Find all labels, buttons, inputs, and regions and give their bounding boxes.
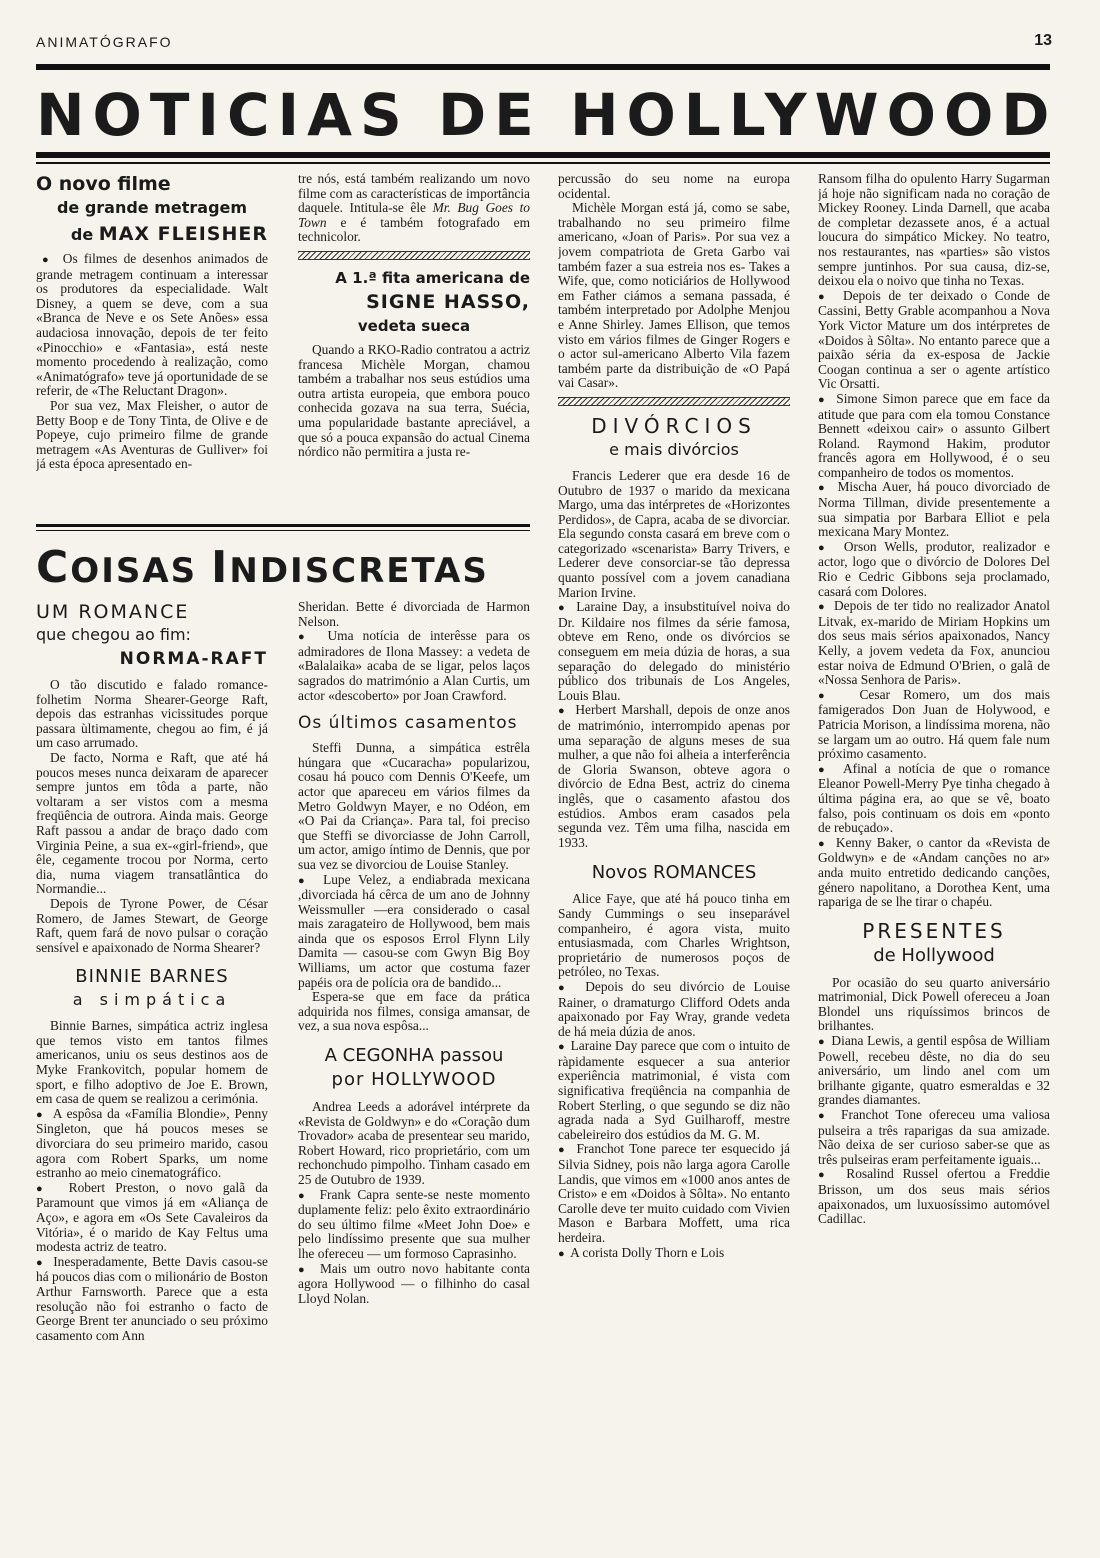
- fleisher-continued-end: e é também fotografado em technicolor.: [298, 214, 530, 245]
- banner-bottom-thin-rule: [36, 162, 1050, 164]
- section-divider: [558, 397, 790, 406]
- binnie-title-line2: a simpática: [72, 990, 232, 1010]
- divorcios-title-line2: e mais divórcios: [609, 439, 739, 459]
- title-letter: I: [210, 542, 230, 593]
- bullet-item: ● Depois do seu divórcio de Louise Rainer, o dramaturgo Clifford Odets anda apaixonado por Fay Wray, grande vedeta de há meia dúzia de anos.: [558, 980, 790, 1039]
- fleisher-title-line2: de grande metragem: [56, 198, 248, 217]
- bullet-item: ● Orson Wells, produtor, realizador e actor, logo que o divórcio de Dolores Del Rio e Cedric Gibbons seja proclamado, casará com Dolores.: [818, 540, 1050, 599]
- column-3: [558, 172, 790, 1488]
- bullet-item: ● Simone Simon parece que em face da atitude que para com ela tomou Constance Bennett «deixou cair» o assunto Gilbert Roland. Raymond Hakim, produtor francês agora em Hollywood, é o seu companheiro de todos os momentos.: [818, 392, 1050, 481]
- novos-romances-title: Novos ROMANCES: [591, 862, 757, 884]
- coisas-column-1: [36, 600, 268, 1488]
- banner-bottom-rule: [36, 152, 1050, 158]
- cegonha-title-line1: A CEGONHA passou: [324, 1045, 504, 1067]
- paragraph: Alice Faye, que até há pouco tinha em Sandy Cummings o seu inseparável companheiro, é agora vista, muito entusiasmada, com Charles Wrightson, proprietário de numerosos poços de petróleo, no Texas.: [558, 891, 790, 980]
- bullet-item: ● Kenny Baker, o cantor da «Revista de Goldwyn» e de «Andam canções no ar» anda muito entretido dedicando canções, género napolitano, a Dorothea Kent, uma rapariga de se lhe tirar o chapéu.: [818, 836, 1050, 910]
- ultimos-casamentos-title: Os últimos casamentos: [298, 713, 518, 734]
- paragraph: Espera-se que em face da prática adquirida nos filmes, consiga amansar, de vez, a sua nova espôsa...: [298, 989, 530, 1034]
- fleisher-article: [36, 172, 268, 516]
- bullet-item: ● Laraine Day, a insubstituível noiva do Dr. Kildaire nos filmes da série famosa, obteve em Reno, onde os divórcios se conseguem em meia dúzia de horas, a sua separação do delegado do ministério público dos tribunais de Los Angeles, Louis Blau.: [558, 600, 790, 703]
- paragraph: Francis Lederer que era desde 16 de Outubro de 1937 o marido da mexicana Margo, uma das intérpretes de «Horizontes Perdidos», de Capra, acaba de se divorciar. Ela segundo consta casará em breve com o categorizado «scenarista» Barry Trivers, e Lederer deve consorciar-se tão depressa quanto possível com a jovem canadiana Marion Irvine.: [558, 467, 790, 600]
- bullet-item: ● Inesperadamente, Bette Davis casou-se há poucos dias com o milionário de Boston Arthur Farnsworth. Parece que a esta resolução não foi estranho o facto de George Brent ter anunciado o seu próximo casamento com Ann: [36, 1255, 268, 1344]
- fleisher-title-name: MAX FLEISHER: [98, 223, 268, 245]
- romance-title-line3: NORMA-RAFT: [119, 649, 268, 669]
- column-4: [818, 172, 1050, 1488]
- bullet-item: ● Franchot Tone ofereceu uma valiosa pulseira a três raparigas da sua amizade. Não deixa de ser curioso saber-se que as três pulseiras eram perfeitamente iguais...: [818, 1108, 1050, 1167]
- paragraph: Por sua vez, Max Fleisher, o autor de Betty Boop e de Tony Tinta, de Olive e de Popeye, cujo primeiro filme de grande metragem «As Aventuras de Gulliver» foi já esta época apresentado en-: [36, 397, 268, 472]
- paragraph: De facto, Norma e Raft, que até há poucos meses nunca deixaram de aparecer sempre juntos em tôda a parte, não voltaram a ser vistos com a mesma freqüência de outrora. Ainda mais. George Raft passou a andar de braço dado com Virginia Peine, a sua ex-«girl-friend», que êle, cegamente trocou por Norma, certo dia, numa viagem transatlântica do Normandie...: [36, 749, 268, 897]
- bullet-item: ● Mischa Auer, há pouco divorciado de Norma Tillman, divide presentemente a sua simpatia por Barbara Elliot e pela mexicana Mary Montez.: [818, 480, 1050, 539]
- romance-title-line2: que chegou ao fim:: [36, 625, 191, 644]
- bullet-item: ● Herbert Marshall, depois de onze anos de matrimónio, interrompido apenas por uma separação de alguns meses de sua mulher, a que não foi alheia a interferência de Gloria Swanson, obteve agora o divórcio de Edna Best, actriz do cinema inglês, que o casamento afastou dos estúdios. Ambos eram casados pela segunda vez. Têm uma filha, nascida em 1933.: [558, 703, 790, 850]
- paragraph: Quando a RKO-Radio contratou a actriz francesa Michèle Morgan, chamou também a trabalhar nos seus estúdios uma outra artista europeia, que embora pouco conhecida gozava na sua terra, Suécia, uma popularidade bastante apreciável, a que só a pouca expansão do actual Cinema nórdico não permitira a justa re-: [298, 341, 530, 460]
- publication-name: ANIMATÓGRAFO: [36, 34, 173, 50]
- bullet-item: ● A corista Dolly Thorn e Lois: [558, 1246, 790, 1262]
- paragraph: O tão discutido e falado romance-folhetim Norma Shearer-George Raft, depois das estranhas vicissitudes porque passara ùltimamente, chegou ao fim, é já um caso arrumado.: [36, 677, 268, 751]
- divorcios-title-line1: DIVÓRCIOS: [591, 413, 757, 438]
- bullet-item: ● Diana Lewis, a gentil espôsa de William Powell, recebeu dêste, no dia do seu aniversário, um lindo anel com um brilhante gigante, quatro esmeraldas e 32 grandes diamantes.: [818, 1034, 1050, 1108]
- coisas-top-thin-rule: [36, 530, 530, 531]
- page-number: 13: [1034, 32, 1052, 49]
- paragraph: ● Os filmes de desenhos animados de grande metragem continuam a interessar os produtores da especialidade. Walt Disney, a quem se deve, com a sua «Branca de Neve e os Sete Anões» essa audaciosa innovação, depois de ter feito «Pinocchio» e «Fantasia», está neste momento procedendo à realização, como «Animatógrafo» teve já oportunidade de se referir, de «The Reluctant Dragon».: [36, 252, 268, 399]
- paragraph: Sheridan. Bette é divorciada de Harmon Nelson.: [298, 600, 530, 629]
- bullet-item: ● Afinal a notícia de que o romance Eleanor Powell-Merry Pye tinha chegado à última página era, ao que se vê, boato falso, pois continuam os dois em «ponto de rebuçado».: [818, 762, 1050, 836]
- hasso-title-line3: vedeta sueca: [357, 316, 471, 335]
- coisas-indiscretas-title: [36, 540, 530, 596]
- bullet-item: ● Uma notícia de interêsse para os admiradores de Ilona Massey: a vedeta de «Balalaika» acaba de se ligar, pelos laços sagrados do matrimónio a Alan Curtis, um actor «descoberto» por Joan Crawford.: [298, 629, 530, 703]
- paragraph: [298, 172, 530, 245]
- paragraph: Depois de Tyrone Power, de César Romero, de James Stewart, de George Raft, quem fará de novo pulsar o coração sensível e apaixonado de Norma Shearer?: [36, 895, 268, 955]
- bullet-item: ● Depois de ter deixado o Conde de Cassini, Betty Grable acompanhou a Nova York Victor Mature um dos intérpretes de «Doidos à Sôlta». No entanto parece que a paixão séria da ex-esposa de Jackie Coogan continua a ser o agente artístico Vic Orsatti.: [818, 289, 1050, 392]
- presentes-title-line1: PRESENTES: [862, 918, 1006, 943]
- bullet-item: ● A espôsa da «Família Blondie», Penny Singleton, que há poucos meses se divorciara do seu primeiro marido, casou agora com Robert Sparks, um nome estranho ao meio cinematográfico.: [36, 1107, 268, 1181]
- title-letter: C: [36, 542, 71, 593]
- banner-top-rule: [36, 64, 1050, 70]
- bullet-item: ● Cesar Romero, um dos mais famigerados Don Juan de Holywood, e Patricia Morison, a lindíssima morena, não se largam um ao outro. Há quem fale num próximo casamento.: [818, 688, 1050, 762]
- paragraph: percussão do seu nome na europa ocidental.: [558, 172, 790, 201]
- fleisher-title-de: de: [70, 225, 99, 244]
- fleisher-title-line3: [36, 220, 268, 250]
- fleisher-film-title: Mr. Bug Goes to Town: [298, 200, 530, 230]
- fleisher-title-line1: O novo filme: [36, 173, 171, 195]
- bullet-item: ● Depois de ter tido no realizador Anatol Litvak, ex-marido de Miriam Hopkins um dos seus mais sérios apaixonados, Nancy Kelly, a jovem vedeta da Fox, anunciou estar noiva de Edmund O'Brien, o galã de «Nossa Senhora de Paris».: [818, 599, 1050, 688]
- bullet-item: ● Robert Preston, o novo galã da Paramount que vimos já em «Aliança de Aço», e agora em «Os Sete Cavaleiros da Vitória», é o marido de Kay Feltus uma modesta actriz de teatro.: [36, 1181, 268, 1255]
- paragraph: Steffi Dunna, a simpática estrêla húngara que «Cucaracha» popularizou, cosau há pouco com Dennis O'Keefe, um actor que apareceu em vários filmes da Metro Goldwyn Mayer, e no Odéon, em «O Pai da Criança». Para tal, foi preciso que Steffi se divorciasse de John Carroll, um actor, amigo íntimo de Dennis, que por sua vez se divorciou de Louise Stanley.: [298, 740, 530, 872]
- coisas-top-rule: [36, 524, 530, 527]
- cegonha-title-line2: por HOLLYWOOD: [331, 1069, 497, 1091]
- bullet-item: ● Laraine Day parece que com o intuito de ràpidamente esquecer a sua anterior experiência matrimonial, é vista com significativa freqüência na companhia de Robert Sterling, o que segundo se diz não agrada nada a Syd Guilharoff, mestre cabeleireiro dos estúdios da M. G. M.: [558, 1039, 790, 1142]
- fleisher-continued: tre nós, está também realizando um novo filme com as características de importância daquele. Intitula-se êle: [298, 172, 530, 216]
- bullet-item: ● Lupe Velez, a endiabrada mexicana ,divorciada há cêrca de um ano de Johnny Weissmuller —era considerado o casal mais zaragateiro de Hollywood, bem mais ainda que os esposos Errol Flynn Lily Damita — casou-se com Gwyn Big Boy Williams, um actor que costuma fazer papéis ora de polícia ora de bandido...: [298, 873, 530, 991]
- hasso-article: [298, 172, 530, 516]
- bullet-item: ● Frank Capra sente-se neste momento duplamente feliz: pelo êxito extraordinário do seu último filme «Meet John Doe» e pelo lindíssimo presente que sua mulher lhe ofereceu — um formoso Caprasinho.: [298, 1188, 530, 1262]
- bullet-item: ● Franchot Tone parece ter esquecido já Silvia Sidney, pois não larga agora Carolle Landis, que vimos em «1000 anos antes de Cristo» e em «Doidos à Sôlta». No entanto Carolle deve ter muito cuidado com Vivien Mason e Barbara Moffett, uma rica herdeira.: [558, 1142, 790, 1245]
- coisas-column-2: [298, 600, 530, 1488]
- section-divider: [298, 251, 530, 260]
- binnie-title-line1: BINNIE BARNES: [75, 966, 229, 988]
- bullet-item: ● Mais um outro novo habitante conta agora Hollywood — o filhinho do casal Lloyd Nolan.: [298, 1262, 530, 1307]
- title-letters: NDISCRETAS: [229, 551, 489, 591]
- romance-title-line1: UM ROMANCE: [36, 601, 190, 623]
- title-letters: OISAS: [70, 551, 211, 591]
- page-banner: NOTICIAS DE HOLLYWOOD: [36, 81, 1058, 149]
- hasso-title-line1: A 1.ª fita americana de: [335, 268, 530, 287]
- paragraph: Andrea Leeds a adorável intérprete da «Revista de Goldwyn» e do «Coração dum Trovador» acaba de presentear seu marido, Robert Howard, rico proprietário, com um rechonchudo pimpolho. Tinham casado em 25 de Outubro de 1939.: [298, 1099, 530, 1187]
- bullet-item: ● Rosalind Russel ofertou a Freddie Brisson, um dos seus mais sérios apaixonados, um luxuosíssimo automóvel Cadillac.: [818, 1167, 1050, 1226]
- paragraph: Michèle Morgan está já, como se sabe, trabalhando no seu primeiro filme americano, «Joan of Paris». Por sua vez a jovem compatriota de Greta Garbo vai também fazer a sua estreia nos es- Takes a Wife, que, como noticiários de Hollywood em Father ciámos a semana passada, é também interpretado por Adolphe Menjou e Anne Shirley. James Ellison, que temos visto em vários filmes de Ginger Rogers e o actor sul-americano Alberto Vila fazem também parte da distribuição de «O Papá vai Casar».: [558, 200, 790, 391]
- hasso-title-line2: SIGNE HASSO,: [366, 290, 530, 313]
- paragraph: Por ocasião do seu quarto aniversário matrimonial, Dick Powell ofereceu a Joan Blondel uns riquíssimos brincos de brilhantes.: [818, 974, 1050, 1034]
- paragraph: Binnie Barnes, simpática actriz inglesa que temos visto em tantos filmes americanos, uniu os seus destinos aos de Myke Frankovitch, popular homem de sport, e filho adoptivo de Joe E. Brown, em casa de quem se realizou a cerimónia.: [36, 1018, 268, 1107]
- paragraph: Ransom filha do opulento Harry Sugarman já hoje não significam nada no coração de Mickey Rooney. Linda Darnell, que acaba de completar dezassete anos, é a actual loucura do simpático Mickey. No teatro, nos restaurantes, nas «parties» são vistos sempre juntinhos. Por sua causa, diz-se, deixou ela o noivo que tinha no Texas.: [818, 172, 1050, 289]
- presentes-title-line2: de Hollywood: [873, 944, 995, 966]
